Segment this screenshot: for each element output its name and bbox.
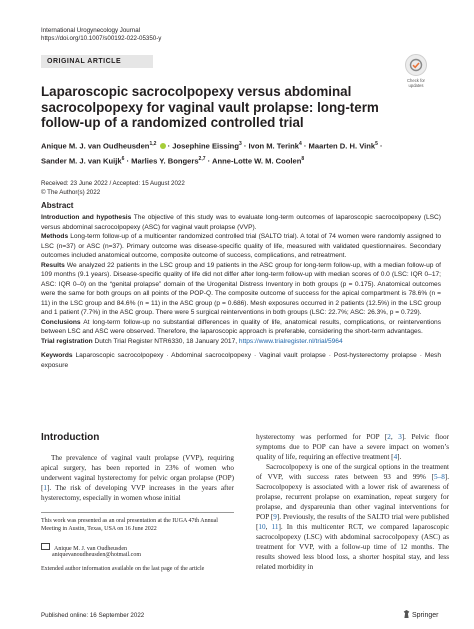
citation-link[interactable]: 3 — [398, 433, 402, 441]
springer-horse-icon — [403, 610, 410, 618]
body-text: ]. In this multicenter RCT, we compared laparoscopic sacrocolpopexy (LSC) with abdominal sacrocolpopexy (ASC) as treatment for VVP, with a follow-up time of 12 months. The results showed less blood loss, a shorter hospital stay, and less related morbidity in — [256, 523, 449, 571]
body-text: ]. The risk of developing VVP increases in the years after hysterectomy, especially in women whose initial — [41, 484, 234, 502]
citation-link[interactable]: 9 — [273, 513, 277, 521]
body-text: ]. Sacrocolpopexy is associated with a lower risk of awareness of prolapse, recurrent prolapse on examination, repeat surgery for prolapse, and dyspareunia than other vaginal interventions for POP [ — [256, 473, 449, 521]
presentation-note: This work was presented as an oral presentation at the IUGA 47th Annual Meeting in Austin, Texas, USA on 16 June 2022 — [41, 518, 218, 532]
author-list — [41, 138, 441, 167]
abstract-text: Dutch Trial Register NTR6330, 18 January 2017, — [92, 337, 239, 345]
paragraph — [41, 453, 234, 503]
citation-link[interactable]: 5–8 — [434, 473, 445, 481]
check-updates-icon — [405, 54, 427, 76]
author-name[interactable]: · Josephine Eissing — [167, 141, 239, 151]
citation-link[interactable]: 2 — [387, 433, 391, 441]
abstract-results — [41, 261, 441, 318]
author-affil: 2,7 — [198, 155, 206, 162]
author-affil: 1,2 — [149, 141, 157, 147]
abstract-label: Keywords — [41, 352, 73, 359]
abstract-label: Methods — [41, 233, 69, 240]
citation-link[interactable]: 11 — [271, 523, 279, 531]
abstract-label: Introduction and hypothesis — [41, 214, 132, 221]
body-text: , — [265, 523, 272, 531]
body-text: hysterectomy was performed for POP [ — [256, 433, 388, 441]
author-line-1 — [41, 138, 441, 153]
paragraph — [256, 462, 449, 572]
paragraph — [256, 432, 449, 462]
abstract-trial — [41, 337, 441, 347]
body-text: ]. Previously, the results of the SALTO trial were published [ — [256, 513, 449, 531]
article-type-badge: ORIGINAL ARTICLE — [41, 55, 153, 68]
citation-link[interactable]: 1 — [43, 484, 47, 492]
author-line-2 — [41, 153, 441, 168]
affiliation-note: Extended author information available on the last page of the article — [41, 566, 205, 572]
orcid-icon[interactable] — [160, 143, 166, 149]
abstract-conclusions — [41, 318, 441, 337]
doi-link[interactable]: https://doi.org/10.1007/s00192-022-05350-y — [41, 35, 162, 42]
keywords-text: Laparoscopic sacrocolpopexy · Abdominal sacrocolpopexy · Vaginal vault prolapse · Post-hysterectomy prolapse · Mesh exposure — [41, 352, 441, 369]
article-title: Laparoscopic sacrocolpopexy versus abdominal sacrocolpopexy for vaginal vault prolapse: long-term follow-up of a randomized controlled trial — [41, 84, 379, 130]
body-text: , — [390, 433, 399, 441]
abstract-text: At long-term follow-up no substantial differences in quality of life, anatomical results, complications, or reinterventions between LSC and ASC were observed. Therefore, the laparoscopic approach is preferable, considering the short-term advantages. — [41, 318, 441, 335]
journal-name: International Urogynecology Journal — [41, 27, 141, 34]
author-name[interactable]: · Anne-Lotte W. M. Coolen — [207, 156, 302, 166]
body-text: Sacrocolpopexy is one of the surgical options in the treatment of VVP, with success rates between 93 and 99% [ — [256, 463, 449, 481]
abstract-text: We analyzed 22 patients in the LSC group and 19 patients in the ASC group for long-term follow-up, with a median follow-up of 109 months (9.1 years). Disease-specific quality of life did not differ after long-term follow-up with median scores of 0.0 (LSC: IQR 0–17; ASC: IQR 0–0) on the “genital prolapse” domain of the Urogenital Distress Inventory in both groups (p = 0.175). Anatomical outcomes were the same for both groups on all points of the POP-Q. The composite outcome of success for the apical compartment is 78.6% (n = 11) in the LSC group and 84.6% (n = 11) in the ASC group (p = 0.686). Mesh exposures occurred in 2 patients (12.5%) in the LSC group and 1 patient (7.7%) in the ASC group. There were 5 surgical reinterventions in both groups (LSC: 22.7%; ASC: 26.3%, p = 0.729). — [41, 261, 441, 316]
citation-link[interactable]: 10 — [258, 523, 266, 531]
trial-register-link[interactable]: https://www.trialregister.nl/trial/5964 — [238, 337, 343, 345]
corresponding-email[interactable]: aniquevanoudheusden@hotmail.com — [52, 552, 142, 558]
author-affil: 4 — [299, 141, 302, 147]
left-column — [41, 453, 234, 503]
publisher-name: Springer — [412, 612, 439, 619]
article-dates — [41, 180, 185, 197]
author-name[interactable]: Sander M. J. van Kuijk — [41, 156, 122, 166]
author-affil: 3 — [238, 141, 242, 147]
abstract-body — [41, 213, 441, 370]
corresponding-name: Anique M. J. van Oudheusden — [54, 546, 127, 552]
body-text: ]. — [397, 453, 402, 461]
check-for-updates[interactable] — [400, 54, 432, 88]
body-text: ]. Pelvic floor symptoms due to POP can have a severe impact on women’s quality of life, requiring an effective treatment [ — [256, 433, 449, 461]
abstract-label: Trial registration — [41, 337, 93, 345]
abstract-methods — [41, 232, 441, 261]
author-affil: 5 — [375, 141, 378, 147]
abstract-keywords — [41, 351, 441, 370]
envelope-icon — [41, 543, 50, 550]
received-accepted: Received: 23 June 2022 / Accepted: 15 August 2022 — [41, 180, 185, 187]
abstract-intro — [41, 213, 441, 232]
abstract-text: Long-term follow-up of a multicenter randomized controlled trial (SALTO trial). A total of 74 women were randomly assigned to LSC (n=37) or ASC (n=37). Primary outcome was disease-specific quality of life, measured with validated questionnaires. Secondary outcomes included anatomical outcome, composite outcome of success, complications, and retreatment. — [41, 233, 441, 259]
abstract-label: Conclusions — [41, 318, 81, 326]
author-name[interactable]: · Marlies Y. Bongers — [126, 156, 199, 166]
check-label-1: Check for — [407, 78, 425, 83]
author-separator: · — [380, 141, 383, 151]
author-name[interactable]: Anique M. J. van Oudheusden — [41, 141, 150, 151]
abstract-heading: Abstract — [41, 201, 74, 210]
author-name[interactable]: · Maarten D. H. Vink — [303, 141, 376, 151]
copyright: © The Author(s) 2022 — [41, 188, 101, 196]
abstract-text: The objective of this study was to evaluate long-term outcomes of laparoscopic sacrocolpopexy (LSC) versus abdominal sacrocolpopexy (ASC) for vaginal vault prolapse (VVP). — [41, 214, 441, 231]
abstract-label: Results — [41, 261, 65, 269]
section-heading-introduction: Introduction — [41, 432, 100, 443]
right-column — [256, 432, 449, 572]
author-affil: 6 — [121, 155, 125, 162]
citation-link[interactable]: 4 — [393, 453, 398, 461]
published-online: Published online: 16 September 2022 — [41, 612, 145, 619]
author-affil: 8 — [301, 155, 305, 162]
publisher-logo — [403, 610, 438, 619]
body-text: The prevalence of vaginal vault prolapse (VVP), requiring apical surgery, has been reported in 23% of women who underwent vaginal hysterectomy for pelvic organ prolapse (POP) [ — [41, 454, 234, 492]
check-label-2: updates — [408, 83, 424, 88]
footnote-divider — [41, 512, 234, 513]
author-name[interactable]: · Ivon M. Terink — [243, 141, 300, 151]
